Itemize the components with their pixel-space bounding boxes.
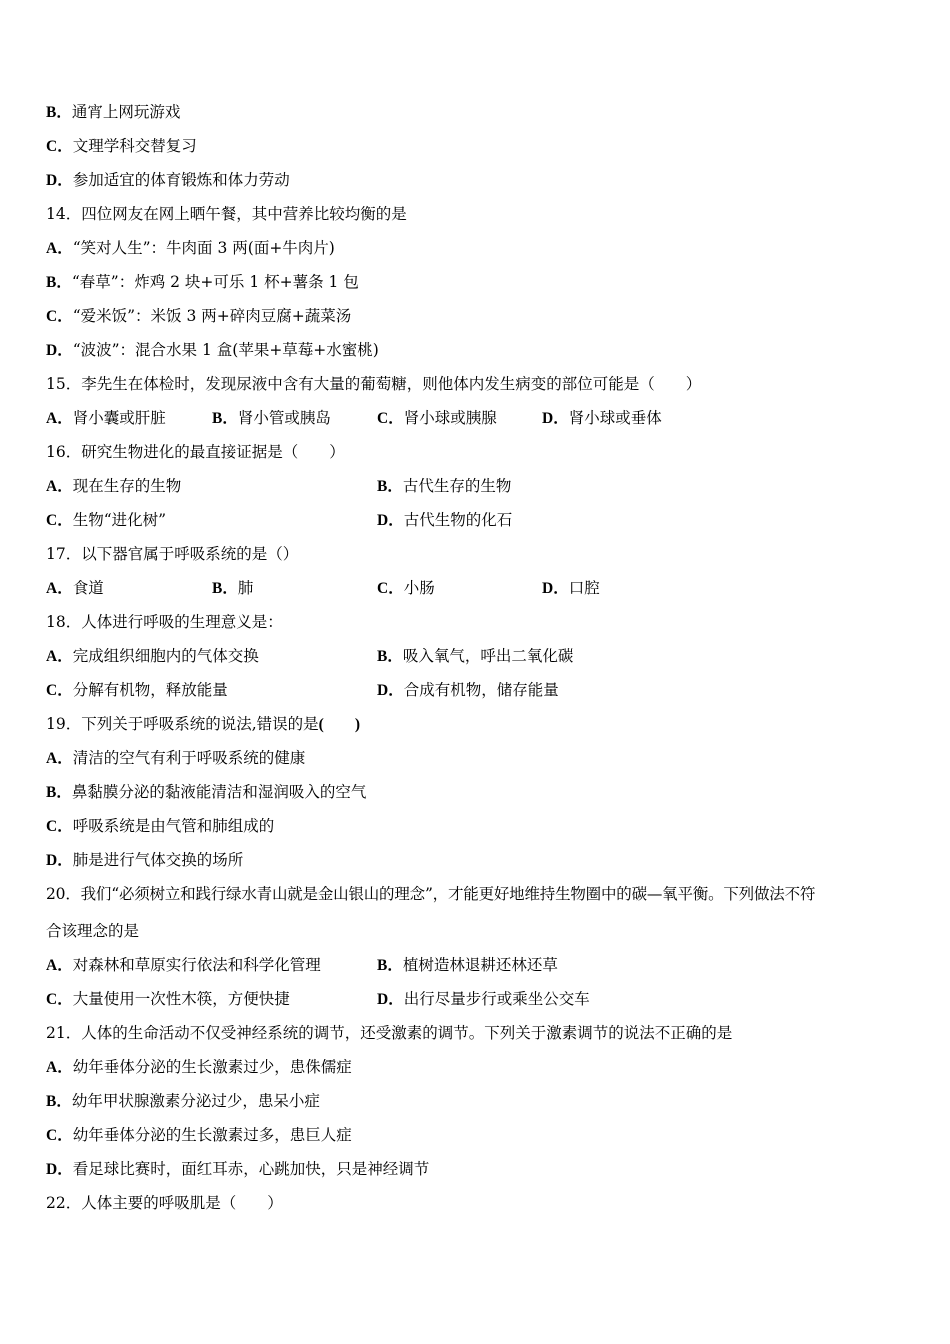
q16-stem: 16．研究生物进化的最直接证据是（ ） bbox=[46, 443, 345, 461]
q17-option-b: B．肺 bbox=[212, 579, 254, 597]
q20-option-a: A．对森林和草原实行依法和科学化管理 bbox=[46, 956, 321, 974]
q20-stem-line2: 合该理念的是 bbox=[46, 922, 140, 940]
q18-option-a: A．完成组织细胞内的气体交换 bbox=[46, 647, 259, 665]
q18-option-d: D．合成有机物，储存能量 bbox=[377, 681, 559, 699]
q19-option-b: B．鼻黏膜分泌的黏液能清洁和湿润吸入的空气 bbox=[46, 783, 367, 801]
q17-options bbox=[46, 578, 906, 598]
q21-option-b: B．幼年甲状腺激素分泌过少，患呆小症 bbox=[46, 1092, 320, 1110]
q20-options-row1 bbox=[46, 955, 906, 975]
q14-stem: 14．四位网友在网上晒午餐，其中营养比较均衡的是 bbox=[46, 205, 407, 223]
q14-option-c: C．“爱米饭”：米饭 3 两+碎肉豆腐+蔬菜汤 bbox=[46, 307, 352, 325]
q20-option-c: C．大量使用一次性木筷，方便快捷 bbox=[46, 990, 290, 1008]
q21-option-a: A．幼年垂体分泌的生长激素过少，患侏儒症 bbox=[46, 1058, 352, 1076]
q19-stem: 19．下列关于呼吸系统的说法,错误的是( ) bbox=[46, 715, 360, 733]
q18-stem: 18．人体进行呼吸的生理意义是： bbox=[46, 613, 283, 631]
q20-stem-line1: 20．我们“必须树立和践行绿水青山就是金山银山的理念”，才能更好地维持生物圈中的碳—氧平衡。下列做法不符 bbox=[46, 885, 816, 903]
q21-option-d: D．看足球比赛时，面红耳赤，心跳加快，只是神经调节 bbox=[46, 1160, 430, 1178]
q16-option-d: D．古代生物的化石 bbox=[377, 511, 513, 529]
q14-option-d: D．“波波”：混合水果 1 盒(苹果+草莓+水蜜桃) bbox=[46, 341, 379, 359]
q16-option-a: A．现在生存的生物 bbox=[46, 477, 182, 495]
q16-options-row2 bbox=[46, 510, 906, 530]
q13-option-b: B．通宵上网玩游戏 bbox=[46, 103, 181, 121]
q17-option-c: C．小肠 bbox=[377, 579, 435, 597]
q17-stem: 17．以下器官属于呼吸系统的是（） bbox=[46, 545, 299, 563]
q16-option-c: C．生物“进化树” bbox=[46, 511, 167, 529]
q19-option-d: D．肺是进行气体交换的场所 bbox=[46, 851, 244, 869]
q15-option-b: B．肾小管或胰岛 bbox=[212, 409, 331, 427]
q15-option-c: C．肾小球或胰腺 bbox=[377, 409, 497, 427]
q15-option-a: A．肾小囊或肝脏 bbox=[46, 409, 166, 427]
q18-option-b: B．吸入氧气，呼出二氧化碳 bbox=[377, 647, 574, 665]
q18-options-row1 bbox=[46, 646, 906, 666]
q18-options-row2 bbox=[46, 680, 906, 700]
q21-option-c: C．幼年垂体分泌的生长激素过多，患巨人症 bbox=[46, 1126, 352, 1144]
q15-option-d: D．肾小球或垂体 bbox=[542, 409, 662, 427]
q16-options-row1 bbox=[46, 476, 906, 496]
q20-option-b: B．植树造林退耕还林还草 bbox=[377, 956, 558, 974]
q16-option-b: B．古代生存的生物 bbox=[377, 477, 512, 495]
q17-option-a: A．食道 bbox=[46, 579, 104, 597]
q14-option-b: B．“春草”：炸鸡 2 块+可乐 1 杯+薯条 1 包 bbox=[46, 273, 359, 291]
q19-option-a: A．清洁的空气有利于呼吸系统的健康 bbox=[46, 749, 306, 767]
q14-option-a: A．“笑对人生”：牛肉面 3 两(面+牛肉片) bbox=[46, 239, 335, 257]
q21-stem: 21．人体的生命活动不仅受神经系统的调节，还受激素的调节。下列关于激素调节的说法不正确的是 bbox=[46, 1024, 733, 1042]
q15-stem: 15．李先生在体检时，发现尿液中含有大量的葡萄糖，则他体内发生病变的部位可能是（ ） bbox=[46, 375, 702, 393]
q13-option-c: C．文理学科交替复习 bbox=[46, 137, 197, 155]
q13-option-d: D．参加适宜的体育锻炼和体力劳动 bbox=[46, 171, 290, 189]
q17-option-d: D．口腔 bbox=[542, 579, 600, 597]
q20-option-d: D．出行尽量步行或乘坐公交车 bbox=[377, 990, 590, 1008]
q20-options-row2 bbox=[46, 989, 906, 1009]
q15-options bbox=[46, 408, 906, 428]
q22-stem: 22．人体主要的呼吸肌是（ ） bbox=[46, 1194, 283, 1212]
q18-option-c: C．分解有机物，释放能量 bbox=[46, 681, 228, 699]
q19-option-c: C．呼吸系统是由气管和肺组成的 bbox=[46, 817, 275, 835]
